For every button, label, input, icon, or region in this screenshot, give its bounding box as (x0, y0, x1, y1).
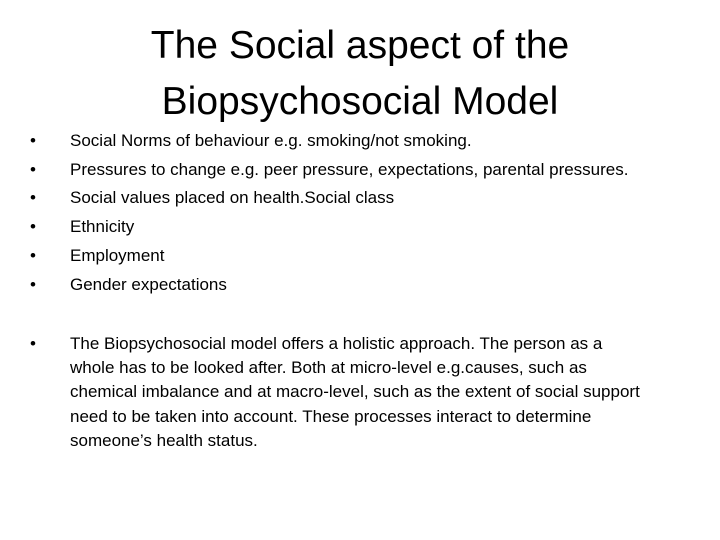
bullet-dot: • (30, 274, 36, 294)
slide-title-line-2: Biopsychosocial Model (161, 80, 559, 123)
bullet-dot: • (30, 334, 36, 353)
summary-text: The Biopsychosocial model offers a holistic approach. The person as a whole has to be looked after. Both at micro-level e.g.causes, such as chemical imbalance and at macro-level, such as the extent of social support need to be taken into account. These processes interact to determine someone’s health status. (70, 334, 640, 450)
bullet-item (30, 184, 680, 213)
bullet-item (30, 271, 680, 300)
bullet-dot: • (30, 159, 36, 179)
bullet-text: Gender expectations (70, 274, 227, 294)
bullet-item (30, 127, 680, 156)
bullet-item (30, 156, 680, 185)
bullet-text: Social values placed on health.Social class (70, 188, 395, 208)
slide-title-line-1: The Social aspect of the (150, 24, 570, 67)
bullet-text: Ethnicity (70, 217, 135, 237)
bullet-dot: • (30, 188, 36, 208)
bullet-text: Pressures to change e.g. peer pressure, expectations, parental pressures. (70, 159, 629, 179)
bullet-item (30, 213, 680, 242)
bullet-text: Employment (70, 245, 165, 265)
bullet-dot: • (30, 217, 36, 237)
summary-paragraph (30, 332, 680, 453)
bullet-dot: • (30, 245, 36, 265)
bullet-dot: • (30, 131, 36, 150)
bullet-text: Social Norms of behaviour e.g. smoking/not smoking. (70, 131, 472, 150)
bullet-item (30, 242, 680, 271)
slide-title (60, 18, 660, 130)
bullet-list (30, 127, 680, 299)
